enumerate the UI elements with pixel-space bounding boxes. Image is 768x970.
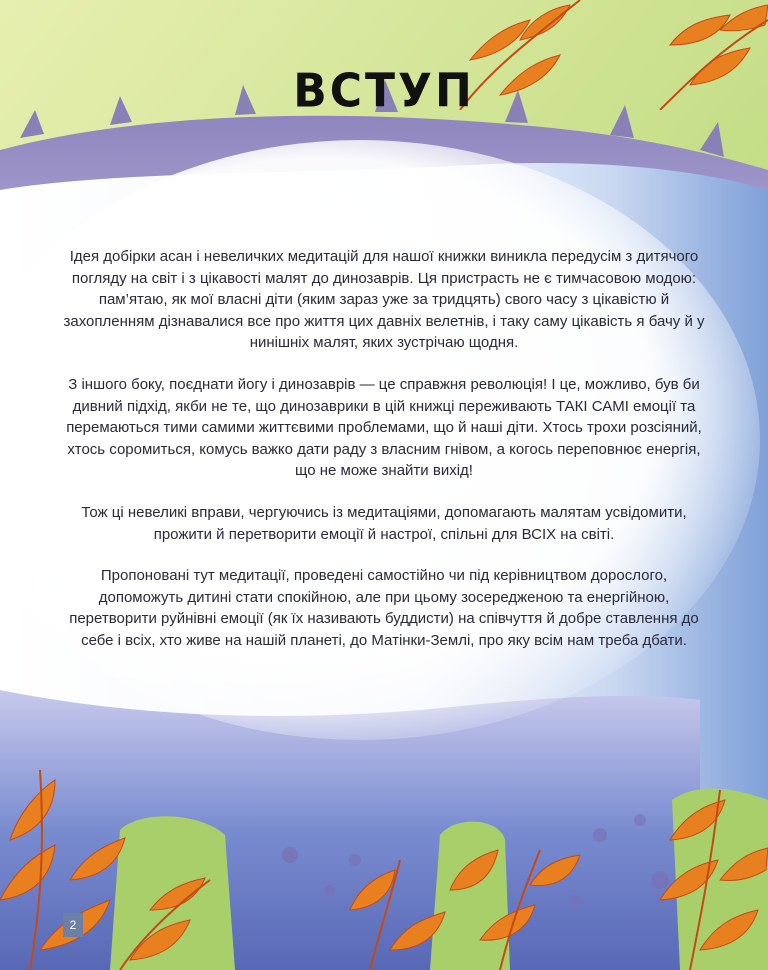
paragraph-1: Ідея добірки асан і невеличких медитацій для нашої книжки виникла передусім з дитячого погляду на світ і з цікавості малят до динозаврів. Ця пристрасть не є тимчасовою модою: пам’ятаю, як мої власні діти (яким зараз уже за тридцять) свого часу з цікавістю й захопленням дізнавалися все про життя цих давніх велетнів, і таку саму цікавість я бачу й у нинішніх малят, яких зустрічаю щодня. <box>63 248 705 352</box>
paragraph-3: Тож ці невеликі вправи, чергуючись із медитаціями, допомагають малятам усвідомити, прожити й перетворити емоції й настрої, спільні для ВСІХ на світі. <box>81 503 687 543</box>
paragraph-2: З іншого боку, поєднати йогу і динозаврів — це справжня революція! І це, можливо, був би дивний підхід, якби не те, що динозаврики в цій книжці переживають ТАКІ САМІ емоції та перемаються тими самими життєвими проблемами, що й наші діти. Хтось трохи розсіяний, хтось соромиться, комусь важко дати раду з власним гнівом, а когось переповнює енергія, що не може знайти вихід! <box>66 375 702 480</box>
intro-text <box>60 246 708 672</box>
page-title: ВСТУП <box>293 64 475 119</box>
leaves-bottom-middle <box>330 830 590 970</box>
leaves-bottom-right <box>640 780 768 970</box>
leaves-bottom-left <box>0 750 220 970</box>
paragraph-4: Пропоновані тут медитації, проведені самостійно чи під керівництвом дорослого, допоможуть дитині стати спокійною, але при цьому зосередженою та енергійною, перетворити руйнівні емоції (як їх називають буддисти) на співчуття й добре ставлення до себе і всіх, хто живе на нашій планеті, до Матінки-Землі, про яку всім нам треба дбати. <box>69 567 699 649</box>
page-number: 2 <box>63 913 83 937</box>
